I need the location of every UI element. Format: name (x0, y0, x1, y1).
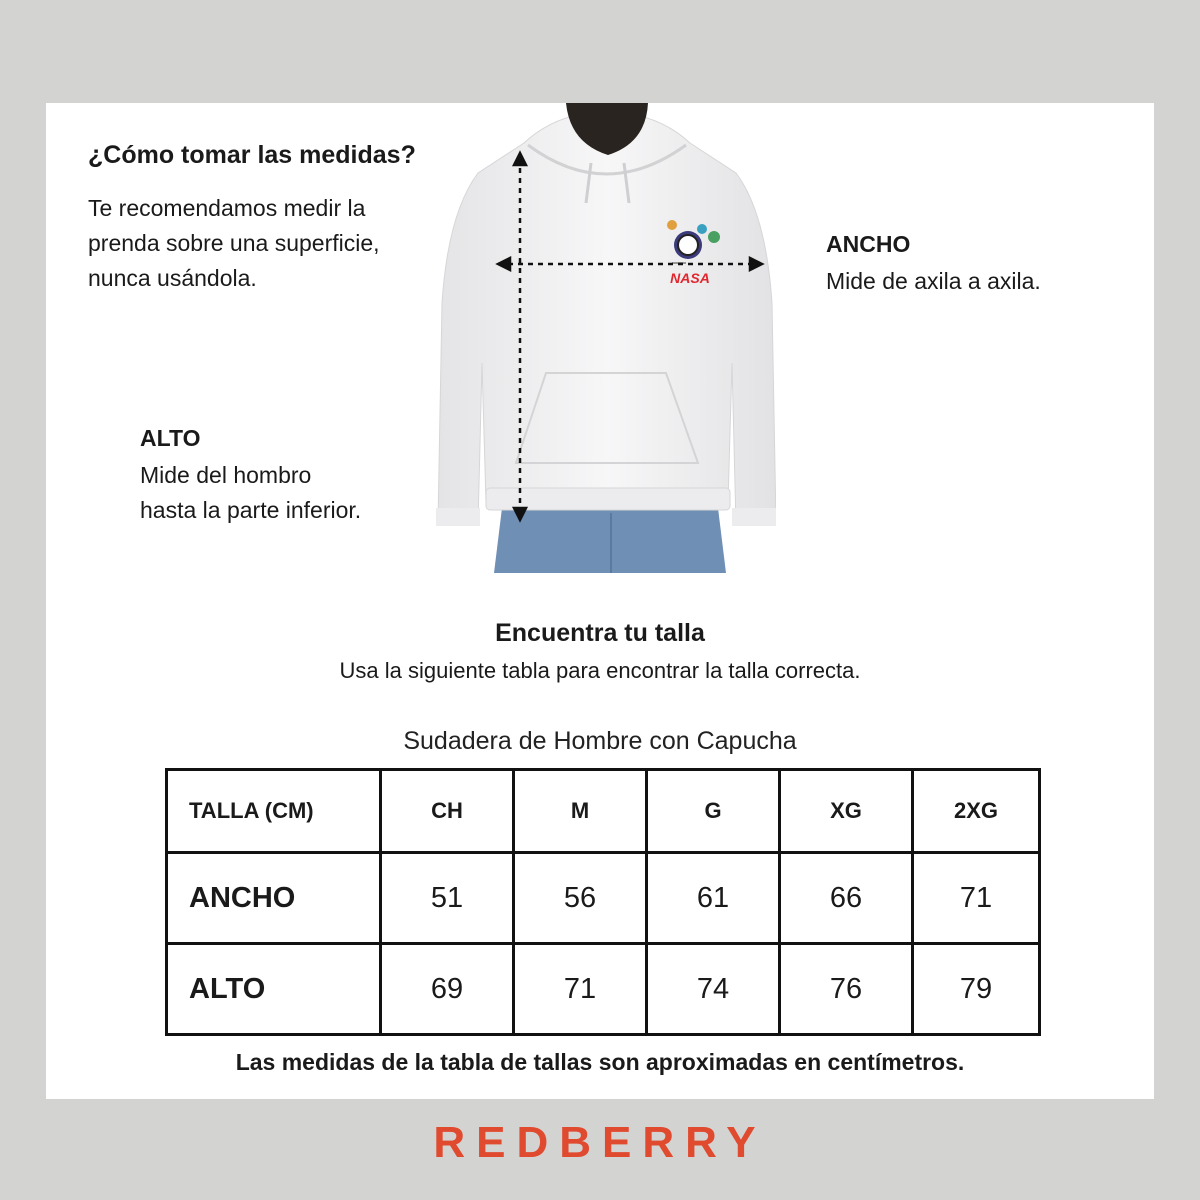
table-cell: 79 (913, 944, 1040, 1035)
width-description: Mide de axila a axila. (826, 268, 1041, 294)
table-cell: 76 (780, 944, 913, 1035)
height-description-line-1: Mide del hombro (140, 462, 312, 488)
header-cell: M (514, 770, 647, 853)
height-instructions (140, 425, 361, 528)
header-cell: XG (780, 770, 913, 853)
nasa-logo-text: NASA (670, 270, 710, 286)
width-title: ANCHO (826, 231, 911, 257)
header-cell: CH (381, 770, 514, 853)
header-cell: 2XG (913, 770, 1040, 853)
approximate-note: Las medidas de la tabla de tallas son aproximadas en centímetros. (235, 1049, 965, 1075)
find-size-subtitle: Usa la siguiente tabla para encontrar la talla correcta. (339, 658, 861, 683)
size-guide-card (46, 103, 1154, 1099)
table-cell: 71 (913, 853, 1040, 944)
how-to-measure-heading: ¿Cómo tomar las medidas? (88, 141, 416, 169)
table-row (167, 944, 1040, 1035)
height-title: ALTO (140, 425, 201, 451)
header-cell: G (647, 770, 780, 853)
height-description-line-2: hasta la parte inferior. (140, 497, 362, 523)
table-cell: 56 (514, 853, 647, 944)
table-cell: 69 (381, 944, 514, 1035)
table-cell: 66 (780, 853, 913, 944)
how-to-line-2: prenda sobre una superficie, (88, 230, 380, 256)
table-row (167, 853, 1040, 944)
width-instructions (826, 231, 1041, 299)
row-label: ANCHO (167, 853, 381, 944)
table-cell: 74 (647, 944, 780, 1035)
table-cell: 61 (647, 853, 780, 944)
find-size-title: Encuentra tu talla (495, 619, 705, 647)
brand-logo: REDBERRY (433, 1118, 767, 1167)
how-to-line-3: nunca usándola. (88, 265, 257, 291)
table-caption: Sudadera de Hombre con Capucha (403, 727, 797, 755)
table-cell: 51 (381, 853, 514, 944)
how-to-measure-text (88, 191, 448, 296)
how-to-line-1: Te recomendamos medir la (88, 195, 366, 221)
hoodie-photo (436, 103, 776, 573)
table-cell: 71 (514, 944, 647, 1035)
size-table (165, 768, 1041, 1036)
header-cell: TALLA (CM) (167, 770, 381, 853)
table-header-row (167, 770, 1040, 853)
row-label: ALTO (167, 944, 381, 1035)
